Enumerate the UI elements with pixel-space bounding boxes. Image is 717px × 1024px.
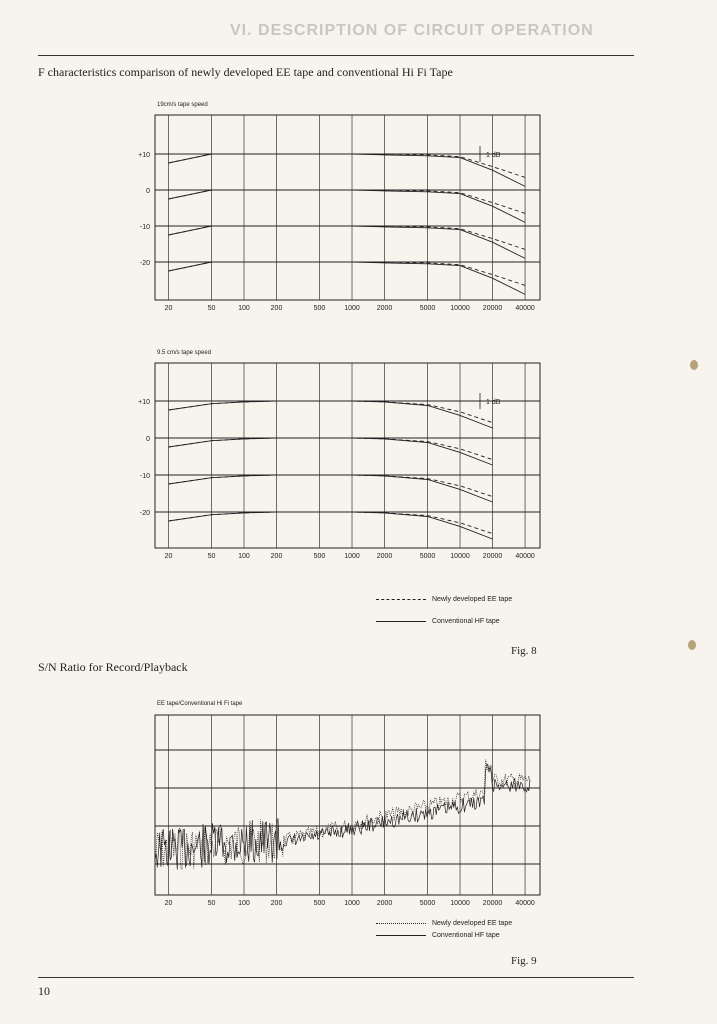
chart-9-5cm-frequency-response <box>140 358 540 578</box>
chart-sn-ratio <box>140 710 540 920</box>
x-tick-label: 20000 <box>482 305 503 312</box>
x-tick-label: 10000 <box>450 305 470 312</box>
x-tick-label: 20 <box>164 305 173 312</box>
x-tick-label: 1000 <box>344 305 360 312</box>
series-line-hifi <box>169 512 493 539</box>
x-tick-label: 200 <box>270 900 283 907</box>
x-tick-label: 40000 <box>515 900 535 907</box>
fig8-title: F characteristics comparison of newly developed EE tape and conventional Hi Fi Tape <box>38 65 453 79</box>
fig9-legend-solid-label: Conventional HF tape <box>431 932 500 939</box>
x-tick-label: 20000 <box>482 900 503 907</box>
legend-dashed-swatch <box>376 599 426 600</box>
y-tick-label: -10 <box>139 224 150 231</box>
series-line-ee <box>169 262 526 285</box>
series-line-hifi <box>169 262 526 294</box>
series-line-hifi <box>169 226 526 258</box>
y-tick-label: +10 <box>138 152 150 159</box>
x-tick-label: 2000 <box>376 553 393 560</box>
x-tick-label: 10000 <box>450 900 470 907</box>
series-line-hifi <box>169 475 493 502</box>
x-tick-label: 100 <box>238 305 250 312</box>
x-tick-label: 20 <box>164 553 173 560</box>
series-line-ee <box>169 401 493 423</box>
fig9-legend-solid-swatch <box>376 935 426 936</box>
legend-solid-swatch <box>376 621 426 622</box>
y-tick-label: 0 <box>146 436 150 443</box>
x-tick-label: 500 <box>313 900 326 907</box>
series-line-ee <box>169 154 526 177</box>
series-line-ee <box>169 226 526 249</box>
y-tick-label: 0 <box>146 188 150 195</box>
series-line-ee <box>169 438 493 460</box>
plot-frame <box>155 715 540 895</box>
series-line-hifi <box>169 401 493 428</box>
series-line-hifi <box>169 154 526 186</box>
fig9-legend-solid <box>376 932 500 939</box>
plot-frame <box>155 363 540 548</box>
fig8-label: Fig. 8 <box>511 645 537 657</box>
x-tick-label: 10000 <box>450 553 470 560</box>
top-rule <box>38 55 634 56</box>
legend-solid <box>376 618 500 625</box>
db-scale-label: 1 dB <box>486 152 501 159</box>
fig9-label: Fig. 9 <box>511 955 537 967</box>
fig9-legend-dotted-swatch <box>376 923 426 924</box>
x-tick-label: 1000 <box>344 900 360 907</box>
x-tick-label: 2000 <box>376 305 393 312</box>
x-tick-label: 2000 <box>376 900 393 907</box>
y-tick-label: -10 <box>139 473 150 480</box>
legend-dashed <box>376 596 512 603</box>
series-line-ee <box>169 475 493 497</box>
series-line-ee <box>169 512 493 534</box>
x-tick-label: 5000 <box>419 900 436 907</box>
x-tick-label: 20000 <box>482 553 503 560</box>
y-tick-label: +10 <box>138 399 150 406</box>
plot-frame <box>155 115 540 300</box>
chart-b-speed-label: 9.5 cm/s tape speed <box>157 350 212 356</box>
db-scale-label: 1 dB <box>486 399 501 406</box>
legend-solid-label: Conventional HF tape <box>431 618 500 625</box>
x-tick-label: 5000 <box>419 305 436 312</box>
x-tick-label: 200 <box>270 305 283 312</box>
series-line-hifi <box>169 190 526 222</box>
binder-hole-top <box>690 360 698 370</box>
x-tick-label: 40000 <box>515 553 535 560</box>
x-tick-label: 20 <box>164 900 173 907</box>
x-tick-label: 500 <box>313 553 326 560</box>
y-tick-label: -20 <box>139 260 150 267</box>
x-tick-label: 40000 <box>515 305 535 312</box>
series-line-ee <box>169 190 526 213</box>
chart-19cm-frequency-response <box>140 110 540 330</box>
binder-hole-bottom <box>688 640 696 650</box>
y-tick-label: -20 <box>139 510 150 517</box>
x-tick-label: 5000 <box>419 553 436 560</box>
x-tick-label: 500 <box>313 305 326 312</box>
fig9-chart-label: EE tape/Conventional Hi Fi tape <box>157 701 243 707</box>
fig9-title: S/N Ratio for Record/Playback <box>38 660 188 674</box>
chart-a-speed-label: 19cm/s tape speed <box>157 102 208 108</box>
series-line-hifi <box>169 438 493 465</box>
legend-dashed-label: Newly developed EE tape <box>431 596 513 603</box>
fig9-legend-dotted-label: Newly developed EE tape <box>431 920 513 927</box>
x-tick-label: 1000 <box>344 553 360 560</box>
page-number: 10 <box>38 984 50 998</box>
x-tick-label: 50 <box>207 553 216 560</box>
x-tick-label: 100 <box>238 900 250 907</box>
x-tick-label: 100 <box>238 553 250 560</box>
bottom-rule <box>38 977 634 978</box>
x-tick-label: 50 <box>207 900 216 907</box>
x-tick-label: 50 <box>207 305 216 312</box>
faint-header: VI. DESCRIPTION OF CIRCUIT OPERATION <box>230 22 594 39</box>
fig9-legend-dotted <box>376 920 512 927</box>
x-tick-label: 200 <box>270 553 283 560</box>
